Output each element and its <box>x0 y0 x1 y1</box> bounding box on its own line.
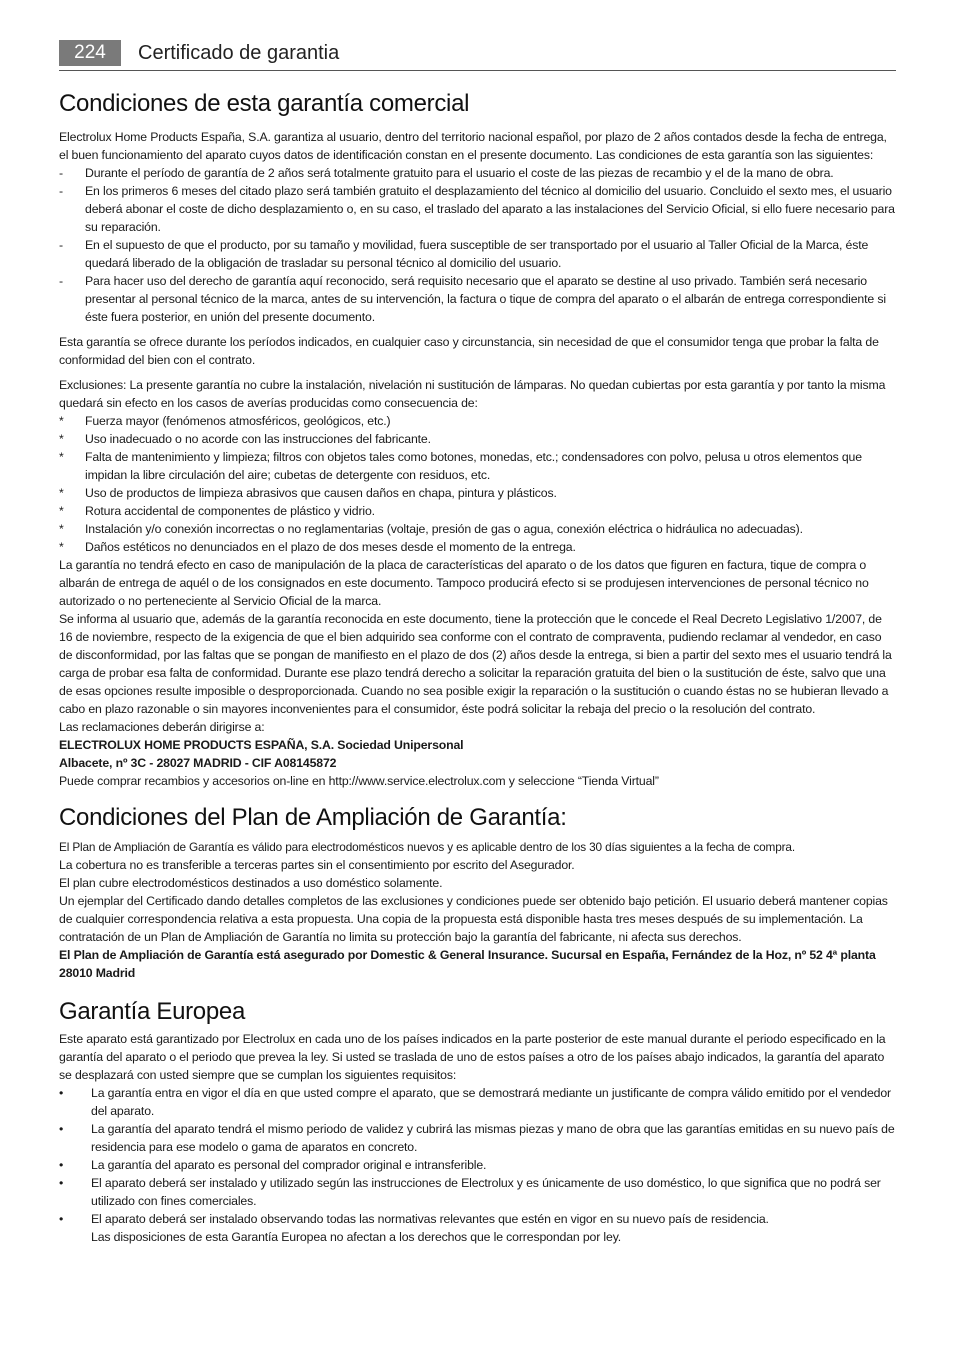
exclusion-item: * Daños estéticos no denunciados en el plazo de dos meses desde el momento de la entrega. <box>59 540 576 554</box>
requirements-list <box>59 1084 896 1228</box>
bullet-icon: • <box>59 1212 64 1226</box>
plan-certificate: Un ejemplar del Certificado dando detalles completos de las exclusiones y condiciones puede ser obtenido bajo petición. El usuario deberá mantener copias de cualquier correspondencia relativa a esta propuesta. Una copia de la propuesta está disponible hasta tres meses después de su implementación. La contratación de un Plan de Ampliación de Garantía no limita su protección bajo la garantía del fabricante, ni afecta sus derechos. <box>59 894 888 944</box>
company-name: ELECTROLUX HOME PRODUCTS ESPAÑA, S.A. Sociedad Unipersonal <box>59 738 464 752</box>
exclusions-intro: Exclusiones: La presente garantía no cubre la instalación, nivelación ni sustitución de lámparas. No quedan cubiertas por esta garantía y por tanto la misma quedará sin efecto en los casos de averías producidas como consecuencia de: <box>59 378 886 410</box>
section-title-european-warranty: Garantía Europea <box>59 998 245 1025</box>
section-title-extension-plan: Condiciones del Plan de Ampliación de Garantía: <box>59 804 567 831</box>
bullet-icon: • <box>59 1176 64 1190</box>
exclusions-list <box>59 412 896 556</box>
company-address: Albacete, nº 3C - 28027 MADRID - CIF A08145872 <box>59 756 337 770</box>
online-shop-text: Puede comprar recambios y accesorios on-line en http://www.service.electrolux.com y seleccione “Tienda Virtual” <box>59 774 659 788</box>
requirement-item: • El aparato deberá ser instalado observando todas las normativas relevantes que estén en vigor en su nuevo país de residencia. <box>59 1212 769 1226</box>
exclusion-item: * Instalación y/o conexión incorrectas o no reglamentarias (voltaje, presión de gas o agua, conexión eléctrica o hidráulica no adecuadas). <box>59 522 803 536</box>
exclusion-item: * Uso de productos de limpieza abrasivos que causen daños en chapa, pintura y plásticos. <box>59 486 557 500</box>
section-title-commercial-warranty: Condiciones de esta garantía comercial <box>59 90 470 117</box>
exclusion-item: * Rotura accidental de componentes de plástico y vidrio. <box>59 504 375 518</box>
conditions-list <box>59 164 896 326</box>
condition-item: - En el supuesto de que el producto, por su tamaño y movilidad, fuera susceptible de ser transportado por el usuario al Taller Oficial de la Marca, éste quedará liberado de la obligación de trasladar su personal técnico al domicilio del usuario. <box>59 238 869 270</box>
condition-item: - Para hacer uso del derecho de garantía aquí reconocido, será requisito necesario que el aparato se destine al uso privado. También será necesario presentar al personal técnico de la marca, antes de su intervención, la factura o tique de compra del aparato o el albarán de entrega correspondiente si éste fuera posterior, en unión del presente documento. <box>59 274 886 324</box>
period-paragraph: Esta garantía se ofrece durante los períodos indicados, en cualquier caso y circunstancia, sin necesidad de que el consumidor tenga que probar la falta de conformidad del bien con el contrato. <box>59 335 879 367</box>
bullet-icon: • <box>59 1122 64 1136</box>
legal-paragraph: Se informa al usuario que, además de la garantía reconocida en este documento, tiene la protección que le concede el Real Decreto Legislativo 1/2007, de 16 de noviembre, respecto de la exigencia de que el bien adquirido sea conforme con el contrato de compraventa, pudiendo reclamar al vendedor, en caso de disconformidad, por las faltas que se pongan de manifiesto en el plazo de dos (2) años desde la entrega, si bien a partir del sexto mes el usuario tendrá la carga de probar esa falta de conformidad. Durante ese plazo tendrá derecho a solicitar la reparación gratuita del bien o la sustitución de éste, salvo que una de esas opciones resulte imposible o desproporcionada. Cuando no sea posible exigir la reparación o la sustitución o cuando éstas no se hubieran llevado a cabo en plazo razonable o sin mayores inconvenientes para el consumidor, éste podrá solicitar la rebaja del precio o la resolución del contrato. <box>59 612 892 716</box>
european-intro: Este aparato está garantizado por Electrolux en cada uno de los países indicados en la parte posterior de este manual durante el periodo especificado en la garantía del aparato o el periodo que prevea la ley. Si usted se traslada de uno de estos países a otro de los países abajo indicados, la garantía del aparato se desplazará con usted siempre que se cumplan los siguientes requisitos: <box>59 1032 886 1082</box>
exclusion-item: * Fuerza mayor (fenómenos atmosféricos, geológicos, etc.) <box>59 414 391 428</box>
requirement-item: • La garantía del aparato es personal del comprador original e intransferible. <box>59 1158 487 1172</box>
requirement-item: • La garantía entra en vigor el día en que usted compre el aparato, que se demostrará mediante un justificante de compra válido emitido por el vendedor del aparato. <box>59 1086 891 1118</box>
page-number: 224 <box>59 40 121 66</box>
warranty-intro: Electrolux Home Products España, S.A. garantiza al usuario, dentro del territorio nacional español, por plazo de 2 años contados desde la fecha de entrega, el buen funcionamiento del aparato cuyos datos de identificación constan en el presente documento. Las condiciones de esta garantía son las siguientes: <box>59 130 887 162</box>
bullet-icon: • <box>59 1086 64 1100</box>
manipulation-paragraph: La garantía no tendrá efecto en caso de manipulación de la placa de características del aparato o de los datos que figuren en factura, tique de compra o albarán de entrega de aquél o de los consignados en este documento. Tampoco producirá efecto si se produjesen intervenciones de personal técnico no autorizado o no perteneciente al Servicio Oficial de la marca. <box>59 558 869 608</box>
bullet-icon: • <box>59 1158 64 1172</box>
plan-validity: El Plan de Ampliación de Garantía es válido para electrodomésticos nuevos y es aplicable dentro de los 30 días siguientes a la fecha de compra. <box>59 840 795 854</box>
page-content <box>59 88 896 1246</box>
plan-transfer: La cobertura no es transferible a terceras partes sin el consentimiento por escrito del Asegurador. <box>59 858 575 872</box>
exclusion-item: * Uso inadecuado o no acorde con las instrucciones del fabricante. <box>59 432 431 446</box>
condition-item: - Durante el período de garantía de 2 años será totalmente gratuito para el usuario el coste de las piezas de recambio y el de la mano de obra. <box>59 166 834 180</box>
page-header <box>59 40 896 71</box>
requirement-item: • El aparato deberá ser instalado y utilizado según las instrucciones de Electrolux y es únicamente de uso doméstico, lo que significa que no podrá ser utilizado con fines comerciales. <box>59 1176 881 1208</box>
european-closing: Las disposiciones de esta Garantía Europea no afectan a los derechos que le correspondan por ley. <box>91 1230 622 1244</box>
condition-item: - En los primeros 6 meses del citado plazo será también gratuito el desplazamiento del técnico al domicilio del usuario. Concluido el sexto mes, el usuario deberá abonar el coste de dicho desplazamiento o, en su caso, el traslado del aparato a las instalaciones del Servicio Oficial, si ello fuere necesario para su reparación. <box>59 184 895 234</box>
exclusion-item: * Falta de mantenimiento y limpieza; filtros con objetos tales como botones, monedas, etc.; condensadores con polvo, pelusa u otros elementos que impidan la libre circulación del aire; cubetas de detergente con residuos, etc. <box>59 450 862 482</box>
header-title: Certificado de garantia <box>138 42 340 64</box>
plan-insurer: El Plan de Ampliación de Garantía está asegurado por Domestic & General Insurance. Sucursal en España, Fernández de la Hoz, nº 52 4ª planta 28010 Madrid <box>59 948 876 980</box>
claims-paragraph: Las reclamaciones deberán dirigirse a: <box>59 720 265 734</box>
plan-coverage: El plan cubre electrodomésticos destinados a uso doméstico solamente. <box>59 876 443 890</box>
requirement-item: • La garantía del aparato tendrá el mismo periodo de validez y cubrirá las mismas piezas y mano de obra que las garantías emitidas en su nuevo país de residencia para ese modelo o gama de aparatos en concreto. <box>59 1122 895 1154</box>
